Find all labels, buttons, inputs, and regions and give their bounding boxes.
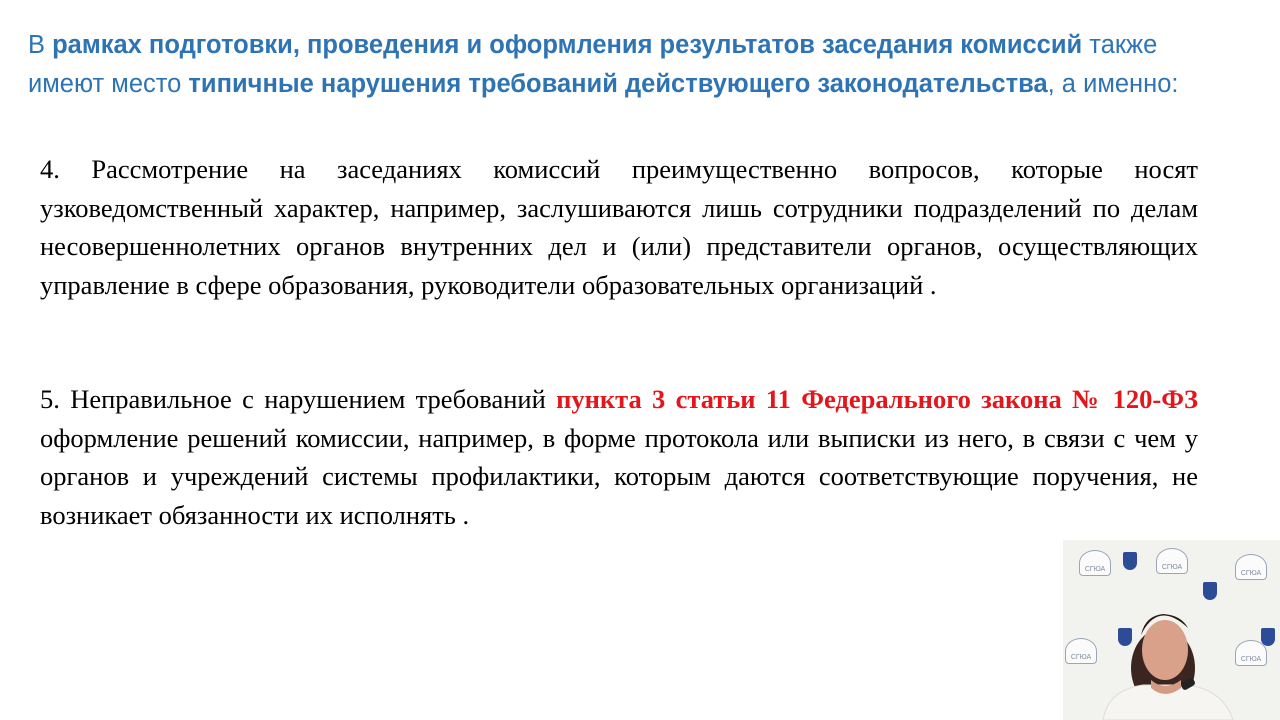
header-bold-2: типичные нарушения требований действующего законодательства — [188, 70, 1048, 98]
crest-icon — [1123, 552, 1137, 570]
crest-icon — [1203, 582, 1217, 600]
item-5-text-1: 5. Неправильное с нарушением требований — [40, 384, 557, 414]
slide-header — [28, 26, 1188, 104]
paragraph-item-4 — [40, 150, 1198, 304]
crest-icon — [1261, 628, 1275, 646]
logo-icon: СГЮА — [1156, 548, 1188, 574]
item-4-text: 4. Рассмотрение на заседаниях комиссий преимущественно вопросов, которые носят узковедомственный характер, например, заслушиваются лишь сотрудники подразделений по делам несовершеннолетних органов внутренних дел и (или) представители органов, осуществляющих управление в сфере образования, руководители образовательных организаций . — [40, 154, 1198, 300]
logo-icon: СГЮА — [1235, 640, 1267, 666]
logo-icon: СГЮА — [1079, 550, 1111, 576]
logo-icon: СГЮА — [1235, 554, 1267, 580]
item-5-text-2: оформление решений комиссии, например, в форме протокола или выписки из него, в связи с чем у органов и учреждений системы профилактики, которым даются соответствующие поручения, не возникает обязанности их исполнять . — [40, 422, 1198, 530]
logo-icon: СГЮА — [1065, 638, 1097, 664]
crest-icon — [1118, 628, 1132, 646]
header-text-3: , а именно: — [1047, 70, 1179, 98]
header-text-1: В — [28, 31, 53, 59]
header-bold-1: рамках подготовки, проведения и оформления результатов заседания комиссий — [52, 31, 1083, 59]
header-text-2: также имеют место — [28, 31, 1158, 98]
law-reference: пункта 3 статьи 11 Федерального закона № 120-ФЗ — [556, 384, 1198, 414]
speaker-video — [1063, 540, 1280, 720]
paragraph-item-5 — [40, 380, 1198, 534]
